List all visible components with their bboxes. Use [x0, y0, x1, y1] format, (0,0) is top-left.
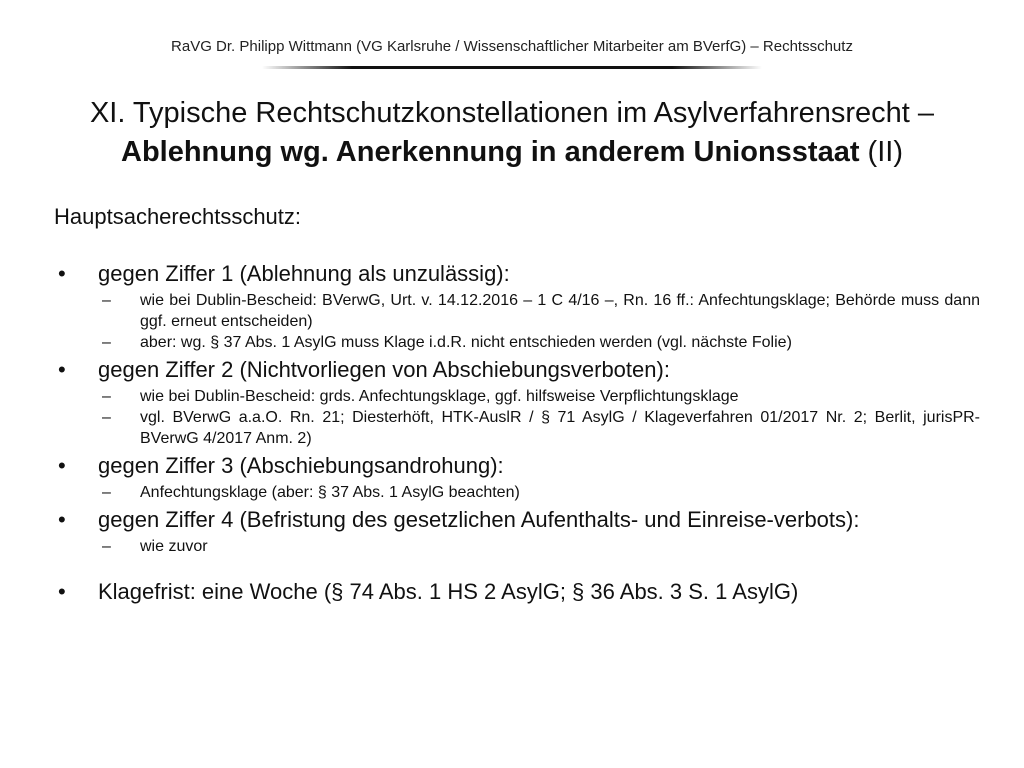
list-item	[58, 453, 980, 478]
list-item	[58, 507, 980, 532]
list-item	[58, 579, 980, 604]
bullet-icon: •	[58, 453, 66, 478]
sub-list-item-text: wie zuvor	[140, 538, 208, 555]
sub-list-item-text: Anfechtungsklage (aber: § 37 Abs. 1 AsylG beachten)	[140, 484, 520, 501]
title-line-2	[30, 133, 994, 172]
sub-list-item	[58, 386, 980, 407]
list-item	[58, 357, 980, 382]
list-item-text: Klagefrist: eine Woche (§ 74 Abs. 1 HS 2 AsylG; § 36 Abs. 3 S. 1 AsylG)	[98, 579, 799, 604]
title-suffix: (II)	[859, 136, 903, 168]
dash-icon: –	[102, 538, 111, 555]
sub-list-item	[58, 482, 980, 503]
dash-icon: –	[102, 484, 111, 501]
bullet-icon: •	[58, 357, 66, 382]
title-emphasis: Ablehnung wg. Anerkennung in anderem Unionsstaat	[121, 136, 860, 168]
sub-list-item	[58, 332, 980, 353]
sub-list-item	[58, 536, 980, 557]
sub-list-item-text: vgl. BVerwG a.a.O. Rn. 21; Diesterhöft, HTK-AuslR / § 71 AsylG / Klageverfahren 01/2017 Nr. 2; Berlit, jurisPR-BVerwG 4/2017 Anm. 2)	[140, 409, 980, 447]
bullet-list	[58, 261, 980, 604]
title-line-1: XI. Typische Rechtschutzkonstellationen im Asylverfahrensrecht –	[89, 97, 935, 129]
sub-list-item	[58, 407, 980, 449]
dash-icon: –	[102, 334, 111, 351]
list-item-text: gegen Ziffer 4 (Befristung des gesetzlichen Aufenthalts- und Einreise-verbots):	[98, 507, 860, 532]
list-item	[58, 261, 980, 286]
list-item-text: gegen Ziffer 2 (Nichtvorliegen von Abschiebungsverboten):	[98, 357, 670, 382]
sub-list-item-text: wie bei Dublin-Bescheid: BVerwG, Urt. v. 14.12.2016 – 1 C 4/16 –, Rn. 16 ff.: Anfechtungsklage; Behörde muss dann ggf. erneut entscheiden)	[140, 292, 980, 330]
sub-list-item	[58, 290, 980, 332]
header-divider	[262, 66, 762, 69]
section-heading: Hauptsacherechtsschutz:	[54, 204, 302, 229]
list-item-text: gegen Ziffer 3 (Abschiebungsandrohung):	[98, 453, 504, 478]
list-item-text: gegen Ziffer 1 (Ablehnung als unzulässig):	[98, 261, 510, 286]
bullet-icon: •	[58, 579, 66, 604]
slide-header: RaVG Dr. Philipp Wittmann (VG Karlsruhe / Wissenschaftlicher Mitarbeiter am BVerfG) – Rechtsschutz	[171, 38, 853, 55]
sub-list-item-text: wie bei Dublin-Bescheid: grds. Anfechtungsklage, ggf. hilfsweise Verpflichtungsklage	[140, 388, 739, 405]
sub-list-item-text: aber: wg. § 37 Abs. 1 AsylG muss Klage i.d.R. nicht entschieden werden (vgl. nächste Folie)	[140, 334, 792, 351]
dash-icon: –	[102, 388, 111, 405]
dash-icon: –	[102, 409, 111, 426]
slide-title	[30, 94, 994, 172]
dash-icon: –	[102, 292, 111, 309]
bullet-icon: •	[58, 261, 66, 286]
bullet-icon: •	[58, 507, 66, 532]
